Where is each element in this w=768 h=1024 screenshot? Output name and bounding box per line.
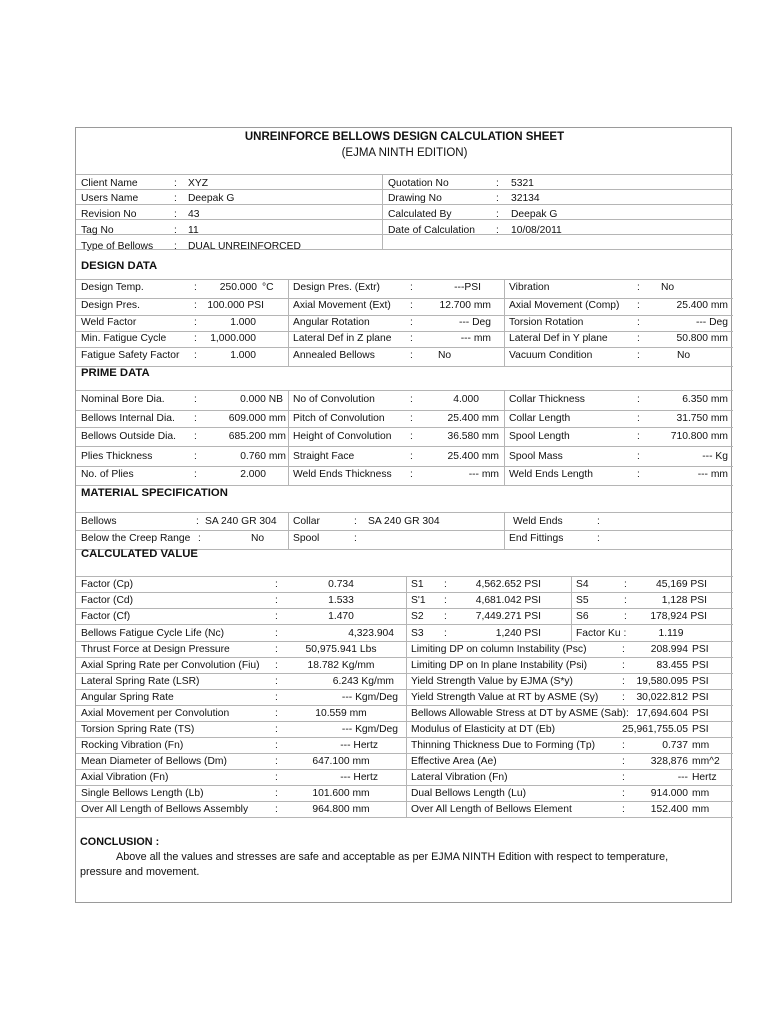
prime-label: Pitch of Convolution <box>293 413 385 424</box>
calc-label: Bellows Fatigue Cycle Life (Nc) <box>81 628 225 639</box>
calc-label: Over All Length of Bellows Element <box>411 804 572 815</box>
calc-unit: PSI <box>692 644 709 655</box>
calc-label: Dual Bellows Length (Lu) <box>411 788 527 799</box>
calc-value: 50,975.941 Lbs <box>305 644 377 655</box>
prime-label: Spool Mass <box>509 451 563 462</box>
temp-unit: °C <box>262 282 274 293</box>
calc-value: --- Kgm/Deg <box>341 692 398 703</box>
info-label: Calculated By <box>388 209 452 220</box>
design-label: Min. Fatigue Cycle <box>81 333 167 344</box>
prime-label: Bellows Internal Dia. <box>81 413 175 424</box>
calc-unit: PSI <box>692 724 709 735</box>
calc-label: Over All Length of Bellows Assembly <box>81 804 249 815</box>
material-label: End Fittings <box>509 533 564 544</box>
calc-value: 18.782 Kg/mm <box>307 660 375 671</box>
stress-value: 1.119 <box>658 628 684 639</box>
calc-label: Thrust Force at Design Pressure <box>81 644 230 655</box>
prime-value: 609.000 mm <box>228 413 286 424</box>
stress-label: S4 <box>576 579 589 590</box>
calc-value: 914.000 <box>650 788 688 799</box>
prime-label: No of Convolution <box>293 394 375 405</box>
info-value: DUAL UNREINFORCED <box>188 241 301 252</box>
material-label: Weld Ends <box>513 516 563 527</box>
calc-label: Lateral Vibration (Fn) <box>411 772 508 783</box>
sheet-title: UNREINFORCE BELLOWS DESIGN CALCULATION SHEET <box>244 131 565 143</box>
prime-value: 0.000 NB <box>240 394 283 405</box>
material-label: Below the Creep Range <box>81 533 191 544</box>
prime-label: Collar Thickness <box>509 394 585 405</box>
calc-value: 0.737 <box>662 740 688 751</box>
stress-label: S3 <box>411 628 424 639</box>
prime-label: Bellows Outside Dia. <box>81 431 176 442</box>
info-label: Users Name <box>81 193 139 204</box>
stress-label: S'1 <box>411 595 426 606</box>
calc-value: --- Hertz <box>340 740 378 751</box>
prime-value: 6.350 mm <box>682 394 728 405</box>
design-label: Design Pres. (Extr) <box>293 282 380 293</box>
calc-value: 6.243 Kg/mm <box>332 676 394 687</box>
prime-label: Collar Length <box>509 413 571 424</box>
info-value: 11 <box>188 225 199 236</box>
stress-label: S1 <box>411 579 424 590</box>
design-label: Angular Rotation <box>293 317 370 328</box>
calc-value: 101.600 mm <box>312 788 370 799</box>
design-label: Annealed Bellows <box>293 350 375 361</box>
calc-value: 10.559 mm <box>315 708 367 719</box>
stress-label: Factor Ku : <box>576 628 627 639</box>
prime-label: No. of Plies <box>81 469 134 480</box>
calc-value: --- Kgm/Deg <box>341 724 398 735</box>
calc-label: Yield Strength Value by EJMA (S*y) <box>411 676 573 687</box>
stress-value: 1,240 PSI <box>495 628 541 639</box>
prime-value: 31.750 mm <box>676 413 728 424</box>
calc-label: Effective Area (Ae) <box>411 756 497 767</box>
prime-value: 4.000 <box>453 394 479 405</box>
info-value: 10/08/2011 <box>511 225 562 236</box>
design-value: 12.700 mm <box>439 300 491 311</box>
stress-value: 1,128 PSI <box>661 595 707 606</box>
calc-label: Limiting DP on In plane Instability (Psi) <box>411 660 588 671</box>
section-material-specification: MATERIAL SPECIFICATION <box>81 487 228 499</box>
calc-label: Bellows Allowable Stress at DT by ASME (Sab): <box>411 708 629 719</box>
design-value: --- Deg <box>695 317 728 328</box>
info-value: Deepak G <box>511 209 558 220</box>
calc-unit: PSI <box>692 692 709 703</box>
design-label: Vacuum Condition <box>509 350 593 361</box>
calc-label: Axial Spring Rate per Convolution (Fiu) <box>81 660 260 671</box>
stress-value: 178,924 PSI <box>650 611 707 622</box>
material-value: SA 240 GR 304 <box>368 516 440 527</box>
design-value: No <box>661 282 675 293</box>
calc-value: 4,323.904 <box>348 628 394 639</box>
calc-label: Angular Spring Rate <box>81 692 174 703</box>
calc-value: 25,961,755.05 <box>622 724 688 735</box>
prime-label: Weld Ends Thickness <box>293 469 392 480</box>
material-label: Collar <box>293 516 320 527</box>
material-value: No <box>251 533 265 544</box>
design-label: Vibration <box>509 282 550 293</box>
info-label: Tag No <box>81 225 114 236</box>
calc-label: Torsion Spring Rate (TS) <box>81 724 195 735</box>
design-value: 50.800 mm <box>676 333 728 344</box>
info-value: 5321 <box>511 178 534 189</box>
prime-label: Weld Ends Length <box>509 469 593 480</box>
stress-value: 45,169 PSI <box>656 579 707 590</box>
calc-value: 208.994 <box>650 644 688 655</box>
prime-value: --- mm <box>697 469 728 480</box>
calc-label: Factor (Cf) <box>81 611 131 622</box>
info-label: Date of Calculation <box>388 225 476 236</box>
info-label: Type of Bellows <box>81 241 154 252</box>
design-label: Lateral Def in Y plane <box>509 333 608 344</box>
design-label: Design Pres. <box>81 300 140 311</box>
prime-value: 685.200 mm <box>228 431 286 442</box>
design-value: 1,000.000 <box>210 333 256 344</box>
info-value: 32134 <box>511 193 540 204</box>
section-calculated-value: CALCULATED VALUE <box>81 548 198 560</box>
design-value: ---PSI <box>454 282 481 293</box>
design-label: Design Temp. <box>81 282 144 293</box>
stress-label: S2 <box>411 611 424 622</box>
calc-unit: PSI <box>692 660 709 671</box>
design-label: Fatigue Safety Factor <box>81 350 180 361</box>
calc-label: Factor (Cd) <box>81 595 134 606</box>
material-label: Bellows <box>81 516 117 527</box>
info-label: Drawing No <box>388 193 442 204</box>
prime-value: 2.000 <box>240 469 266 480</box>
prime-label: Nominal Bore Dia. <box>81 394 165 405</box>
design-value: No <box>438 350 452 361</box>
sheet-subtitle: (EJMA NINTH EDITION) <box>341 147 468 159</box>
info-label: Client Name <box>81 178 138 189</box>
calc-label: Modulus of Elasticity at DT (Eb) <box>411 724 556 735</box>
material-label: Spool <box>293 533 320 544</box>
design-label: Lateral Def in Z plane <box>293 333 392 344</box>
prime-value: 710.800 mm <box>670 431 728 442</box>
design-label: Axial Movement (Comp) <box>509 300 620 311</box>
info-label: Revision No <box>81 209 137 220</box>
calc-label: Single Bellows Length (Lb) <box>81 788 204 799</box>
prime-value: 36.580 mm <box>447 431 499 442</box>
section-design-data: DESIGN DATA <box>81 260 158 272</box>
calc-unit: mm <box>692 788 710 799</box>
calc-value: --- Hertz <box>340 772 378 783</box>
calc-value: 964.800 mm <box>312 804 370 815</box>
calc-value: 1.533 <box>328 595 354 606</box>
calc-label: Axial Movement per Convolution <box>81 708 230 719</box>
calc-value: 647.100 mm <box>312 756 370 767</box>
design-value: 250.000 <box>219 282 257 293</box>
info-value: 43 <box>188 209 200 220</box>
prime-value: 25.400 mm <box>447 413 499 424</box>
prime-label: Plies Thickness <box>81 451 153 462</box>
calc-unit: PSI <box>692 676 709 687</box>
design-value: 100.000 PSI <box>207 300 264 311</box>
prime-label: Height of Convolution <box>293 431 392 442</box>
calc-label: Thinning Thickness Due to Forming (Tp) <box>411 740 596 751</box>
conclusion-text-continued: pressure and movement. <box>80 866 200 878</box>
calc-value: 30,022.812 <box>636 692 688 703</box>
calc-unit: mm^2 <box>692 756 720 767</box>
calc-label: Mean Diameter of Bellows (Dm) <box>81 756 227 767</box>
prime-value: 0.760 mm <box>240 451 286 462</box>
conclusion-title: CONCLUSION : <box>80 836 160 848</box>
design-value: 1.000 <box>230 317 256 328</box>
calculation-sheet: UNREINFORCE BELLOWS DESIGN CALCULATION SHEET (EJMA NINTH EDITION) Client Name : XYZ Quotation No : 5321 Users Name : Deepak G Drawing No : 32134 Revision No : 43 Calculated By : Deepak G Tag No : 11 Date of Calculation : 10/08/2011 Type of Bellows : DUAL UNREINFORCED DESIGN DATA Design Temp. : 250.000 °C Design Pres. (Extr) : ---PSI Vibration : No Design Pres. : 100.000 PSI Axial Movement (Ext) : 12.700 mm Axial Movement (Comp) : 25.400 mm Weld Factor : 1.000 Angular Rotation : --- Deg Torsion Rotation : --- Deg Min. Fatigue Cycle : 1,000.000 Lateral Def in Z plane : --- mm Lateral Def in Y plane : 50.800 mm Fatigue Safety Factor : 1.000 Annealed Bellows : No Vacuum Condition : No PRIME DATA Nominal Bore Dia. : 0.000 NB No of Convolution : 4.000 Collar Thickness : 6.350 mm Bellows Internal Dia. : 609.000 mm Pitch of Convolution : 25.400 mm Collar Length : 31.750 mm Bellows Outside Dia. : 685.200 mm Height of Convolution : 36.580 mm Spool Length : 710.800 mm Plies Thickness : 0.760 mm Straight Face : 25.400 mm Spool Mass : --- Kg No. of Plies : 2.000 Weld Ends Thickness : --- mm Weld Ends Length : --- mm MATERIAL SPECIFICATION Bellows : SA 240 GR 304 Collar : SA 240 GR 304 Weld Ends : Below the Creep Range : No Spool : End Fittings : CALCULATED VALUE Factor (Cp) : 0.734 Factor (Cd) : 1.533 Factor (Cf) : 1.470 Bellows Fatigue Cycle Life (Nc) : 4,323.904 Thrust Force at Design Pressure : 50,975.941 Lbs Axial Spring Rate per Convolution (Fiu) : 18.782 Kg/mm Lateral Spring Rate (LSR) : 6.243 Kg/mm Angular Spring Rate : --- Kgm/Deg Axial Movement per Convolution : 10.559 mm Torsion Spring Rate (TS) : --- Kgm/Deg Rocking Vibration (Fn) : --- Hertz Mean Diameter of Bellows (Dm) : 647.100 mm Axial Vibration (Fn) : --- Hertz Single Bellows Length (Lb) : 101.600 mm Over All Length of Bellows Assembly : 964.800 mm S1 : 4,562.652 PSI S4 : 45,169 PSI S'1 : 4,681.042 PSI S5 : 1,128 PSI S2 : 7,449.271 PSI S6 : 178,924 PSI S3 : 1,240 PSI Factor Ku : 1.119 Limiting DP on column Instability (Psc) : 208.994 PSI Limiting DP on In plane Instability (Psi) : 83.455 PSI Yield Strength Value by EJMA (S*y) : 19,580.095 PSI Yield Strength Value at RT by ASME (Sy) : 30,022.812 PSI Bellows Allowable Stress at DT by ASME (Sab): 17,694.604 PSI Modulus of Elasticity at DT (Eb) 25,961,755.05 PSI Thinning Thickness Due to Forming (Tp) : 0.737 mm Effective Area (Ae) : 328,876 mm^2 Lateral Vibration (Fn) : --- Hertz Dual Bellows Length (Lu) : 914.000 mm Over All Length of Bellows Element : 152.400 mm CONCLUSION : Above all the values and stresses are safe and acceptable as per EJMA NINTH Edition with respect to temperature, pressure and movement. <box>75 127 732 903</box>
section-prime-data: PRIME DATA <box>81 367 150 379</box>
material-value: SA 240 GR 304 <box>205 516 277 527</box>
design-value: 1.000 <box>230 350 256 361</box>
design-value: 25.400 mm <box>676 300 728 311</box>
calc-label: Rocking Vibration (Fn) <box>81 740 184 751</box>
calc-value: 17,694.604 <box>636 708 688 719</box>
calc-value: 1.470 <box>328 611 354 622</box>
design-value: --- Deg <box>458 317 491 328</box>
calc-value: 0.734 <box>328 579 354 590</box>
design-label: Axial Movement (Ext) <box>293 300 391 311</box>
calc-unit: Hertz <box>692 772 717 783</box>
calc-value: 83.455 <box>656 660 688 671</box>
stress-label: S6 <box>576 611 589 622</box>
info-value: Deepak G <box>188 193 235 204</box>
calc-label: Yield Strength Value at RT by ASME (Sy) <box>411 692 599 703</box>
info-value: XYZ <box>188 178 209 189</box>
calc-unit: PSI <box>692 708 709 719</box>
stress-value: 4,562.652 PSI <box>475 579 541 590</box>
calc-value: 328,876 <box>650 756 688 767</box>
prime-value: 25.400 mm <box>447 451 499 462</box>
design-label: Torsion Rotation <box>509 317 584 328</box>
prime-label: Straight Face <box>293 451 355 462</box>
calc-label: Factor (Cp) <box>81 579 134 590</box>
calc-value: 19,580.095 <box>636 676 688 687</box>
design-value: No <box>677 350 691 361</box>
prime-value: --- mm <box>468 469 499 480</box>
calc-unit: mm <box>692 740 710 751</box>
calc-unit: mm <box>692 804 710 815</box>
stress-value: 7,449.271 PSI <box>475 611 541 622</box>
stress-value: 4,681.042 PSI <box>475 595 541 606</box>
calc-label: Lateral Spring Rate (LSR) <box>81 676 200 687</box>
stress-label: S5 <box>576 595 589 606</box>
design-label: Weld Factor <box>81 317 137 328</box>
conclusion-text: Above all the values and stresses are safe and acceptable as per EJMA NINTH Edition with respect to temperature, <box>116 851 669 863</box>
calc-value: --- <box>677 772 688 783</box>
calc-value: 152.400 <box>650 804 688 815</box>
calc-label: Axial Vibration (Fn) <box>81 772 169 783</box>
prime-label: Spool Length <box>509 431 570 442</box>
design-value: --- mm <box>460 333 491 344</box>
info-label: Quotation No <box>388 178 449 189</box>
prime-value: --- Kg <box>702 451 728 462</box>
calc-label: Limiting DP on column Instability (Psc) <box>411 644 587 655</box>
